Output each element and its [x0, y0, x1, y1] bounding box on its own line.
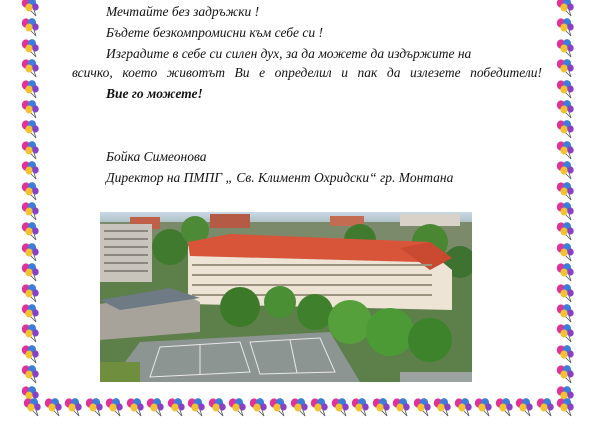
balloon-bunch-icon — [20, 0, 42, 18]
balloon-bunch-icon — [20, 304, 42, 324]
balloon-bunch-icon — [20, 100, 42, 120]
balloon-bunch-icon — [268, 398, 290, 418]
letter-line-1: Мечтайте без задръжки ! — [106, 4, 260, 19]
balloon-bunch-icon — [391, 398, 413, 418]
balloon-bunch-icon — [371, 398, 393, 418]
balloon-bunch-icon — [20, 39, 42, 59]
balloon-bunch-icon — [555, 398, 577, 418]
letter-line-2: Бъдете безкомпромисни към себе си ! — [106, 25, 324, 40]
balloon-bunch-icon — [20, 141, 42, 161]
balloon-bunch-icon — [555, 202, 577, 222]
balloon-bunch-icon — [20, 284, 42, 304]
balloon-bunch-icon — [63, 398, 85, 418]
balloon-bunch-icon — [207, 398, 229, 418]
balloon-bunch-icon — [20, 80, 42, 100]
balloon-bunch-icon — [555, 284, 577, 304]
balloon-bunch-icon — [20, 59, 42, 79]
balloon-bunch-icon — [555, 243, 577, 263]
balloon-bunch-icon — [20, 120, 42, 140]
balloon-bunch-icon — [473, 398, 495, 418]
balloon-bunch-icon — [20, 263, 42, 283]
balloon-bunch-icon — [350, 398, 372, 418]
balloon-bunch-icon — [20, 182, 42, 202]
balloon-bunch-icon — [20, 161, 42, 181]
balloon-bunch-icon — [20, 222, 42, 242]
letter-line-3b: всичко, което животът Ви е определил и пак да излезете победители! — [72, 65, 542, 80]
balloon-bunch-icon — [555, 365, 577, 385]
left-balloon-border — [18, 0, 44, 434]
letter-line-4: Вие го можете! — [106, 86, 203, 101]
balloon-bunch-icon — [330, 398, 352, 418]
balloon-bunch-icon — [43, 398, 65, 418]
letter-line-3a: Изградите в себе си силен дух, за да можете да издържите на — [106, 46, 472, 61]
balloon-bunch-icon — [555, 100, 577, 120]
balloon-bunch-icon — [494, 398, 516, 418]
balloon-bunch-icon — [125, 398, 147, 418]
balloon-bunch-icon — [432, 398, 454, 418]
balloon-bunch-icon — [20, 365, 42, 385]
balloon-bunch-icon — [555, 304, 577, 324]
balloon-bunch-icon — [248, 398, 270, 418]
balloon-bunch-icon — [535, 398, 557, 418]
balloon-bunch-icon — [186, 398, 208, 418]
balloon-bunch-icon — [20, 18, 42, 38]
balloon-bunch-icon — [555, 345, 577, 365]
balloon-bunch-icon — [84, 398, 106, 418]
balloon-bunch-icon — [166, 398, 188, 418]
right-balloon-border — [553, 0, 579, 434]
signature-name: Бойка Симеонова — [106, 149, 207, 164]
balloon-bunch-icon — [514, 398, 536, 418]
signature-title: Директор на ПМПГ „ Св. Климент Охридски“ гр. Монтана — [106, 170, 454, 185]
balloon-bunch-icon — [22, 398, 44, 418]
balloon-bunch-icon — [555, 120, 577, 140]
balloon-bunch-icon — [555, 263, 577, 283]
balloon-bunch-icon — [20, 345, 42, 365]
balloon-bunch-icon — [104, 398, 126, 418]
balloon-bunch-icon — [412, 398, 434, 418]
balloon-bunch-icon — [309, 398, 331, 418]
balloon-bunch-icon — [227, 398, 249, 418]
balloon-bunch-icon — [145, 398, 167, 418]
balloon-bunch-icon — [555, 324, 577, 344]
balloon-bunch-icon — [555, 222, 577, 242]
balloon-bunch-icon — [289, 398, 311, 418]
bottom-balloon-border — [18, 395, 580, 421]
school-photo — [100, 212, 472, 382]
balloon-bunch-icon — [453, 398, 475, 418]
balloon-bunch-icon — [20, 324, 42, 344]
balloon-bunch-icon — [20, 202, 42, 222]
balloon-bunch-icon — [20, 243, 42, 263]
